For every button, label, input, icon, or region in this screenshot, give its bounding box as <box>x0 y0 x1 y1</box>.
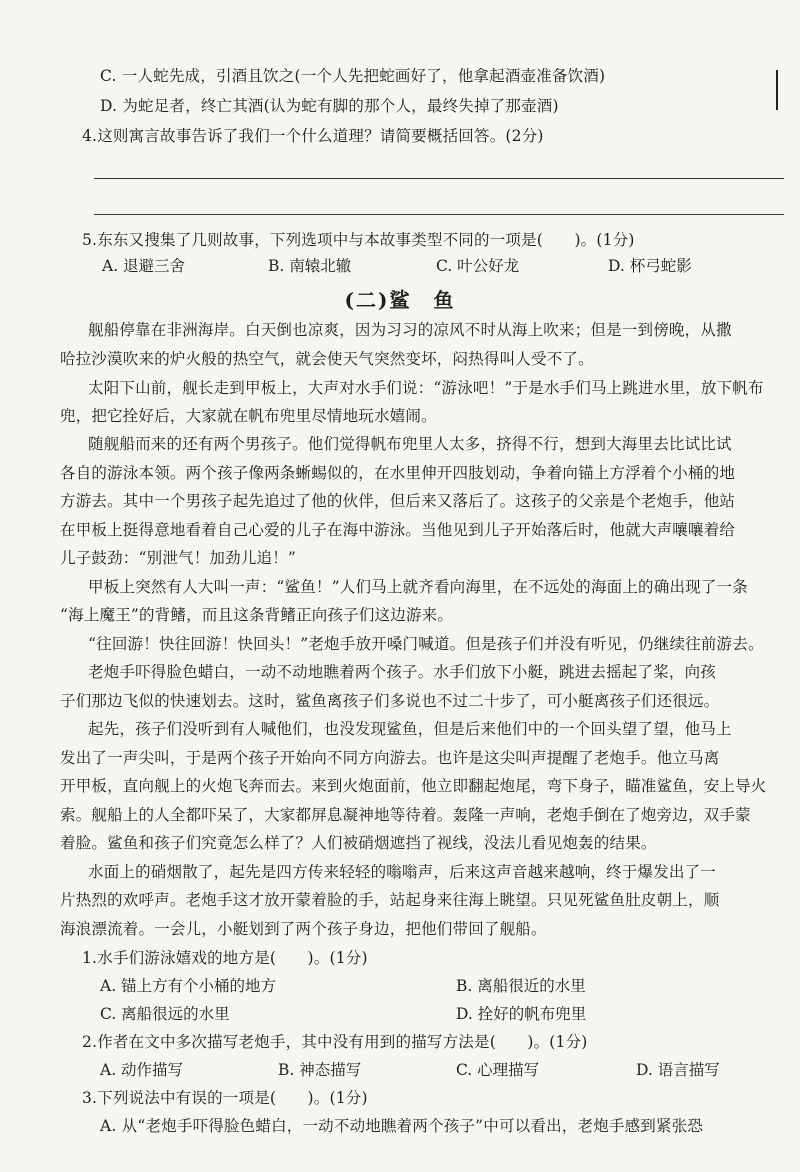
passage-line: “海上魔王”的背鳍，而且这条背鳍正向孩子们这边游来。 <box>60 606 454 624</box>
passage-line: 发出了一声尖叫，于是两个孩子开始向不同方向游去。也许是这尖叫声提醒了老炮手。他立马离 <box>60 749 720 767</box>
passage-line: 甲板上突然有人大叫一声：“鲨鱼！”人们马上就齐看向海里，在不远处的海面上的确出现了一条 <box>88 578 748 596</box>
q2-option-b: B. 神态描写 <box>278 1061 362 1079</box>
q5-option-b: B. 南辕北辙 <box>268 257 352 275</box>
passage-line: 片热烈的欢呼声。老炮手这才放开蒙着脸的手，站起身来往海上眺望。只见死鲨鱼肚皮朝上，顺 <box>60 891 720 909</box>
answer-line-1 <box>94 178 784 179</box>
q2-option-c: C. 心理描写 <box>456 1061 540 1079</box>
passage-line: 各自的游泳本领。两个孩子像两条蜥蜴似的，在水里伸开四肢划动，争着向锚上方浮着个小桶的地 <box>60 464 736 482</box>
question-1: 1.水手们游泳嬉戏的地方是( )。(1分) <box>82 949 368 967</box>
q3-option-a: A. 从“老炮手吓得脸色蜡白，一动不动地瞧着两个孩子”中可以看出，老炮手感到紧张恐 <box>100 1117 704 1135</box>
answer-line-2 <box>94 214 784 215</box>
q2-option-d: D. 语言描写 <box>636 1061 720 1079</box>
q1-option-b: B. 离船很近的水里 <box>456 977 586 995</box>
passage-line: “往回游！快往回游！快回头！”老炮手放开嗓门喊道。但是孩子们并没有听见，仍继续往前游去。 <box>88 635 764 653</box>
q5-option-a: A. 退避三舍 <box>102 257 186 275</box>
passage-line: 索。舰船上的人全都吓呆了，大家都屏息凝神地等待着。轰隆一声响，老炮手倒在了炮旁边，双手蒙 <box>60 806 751 824</box>
passage-line: 水面上的硝烟散了，起先是四方传来轻轻的嗡嗡声，后来这声音越来越响，终于爆发出了一 <box>88 863 717 881</box>
q2-option-a: A. 动作描写 <box>100 1061 184 1079</box>
q1-option-c: C. 离船很远的水里 <box>100 1005 230 1023</box>
passage-line: 在甲板上挺得意地看着自己心爱的儿子在海中游泳。当他见到儿子开始落后时，他就大声嚷嚷着给 <box>60 521 736 539</box>
passage-line: 兜，把它拴好后，大家就在帆布兜里尽情地玩水嬉闹。 <box>60 407 437 425</box>
passage-line: 儿子鼓劲：“别泄气！加劲儿追！” <box>60 549 297 567</box>
question-4: 4.这则寓言故事告诉了我们一个什么道理？请简要概括回答。(2分) <box>82 127 544 145</box>
passage-line: 舰船停靠在非洲海岸。白天倒也凉爽，因为习习的凉风不时从海上吹来；但是一到傍晚，从撒 <box>88 321 732 339</box>
page-edge-mark <box>776 70 778 110</box>
q1-option-a: A. 锚上方有个小桶的地方 <box>100 977 277 995</box>
q5-option-d: D. 杯弓蛇影 <box>608 257 692 275</box>
q5-option-c: C. 叶公好龙 <box>436 257 520 275</box>
q1-option-d: D. 拴好的帆布兜里 <box>456 1005 587 1023</box>
passage-line: 太阳下山前，舰长走到甲板上，大声对水手们说：“游泳吧！”于是水手们马上跳进水里，放下帆布 <box>88 379 764 397</box>
passage-line: 老炮手吓得脸色蜡白，一动不动地瞧着两个孩子。水手们放下小艇，跳进去摇起了桨，向孩 <box>88 663 717 681</box>
option-c: C. 一人蛇先成，引酒且饮之(一个人先把蛇画好了，他拿起酒壶准备饮酒) <box>100 67 606 85</box>
question-3: 3.下列说法中有误的一项是( )。(1分) <box>82 1089 368 1107</box>
passage-line: 子们那边飞似的快速划去。这时，鲨鱼离孩子们多说也不过二十步了，可小艇离孩子们还很远。 <box>60 692 720 710</box>
passage-line: 开甲板，直向舰上的火炮飞奔而去。来到火炮面前，他立即翻起炮尾，弯下身子，瞄准鲨鱼，安上导火 <box>60 777 767 795</box>
passage-line: 着脸。鲨鱼和孩子们究竟怎么样了？人们被硝烟遮挡了视线，没法儿看见炮轰的结果。 <box>60 834 657 852</box>
question-2: 2.作者在文中多次描写老炮手，其中没有用到的描写方法是( )。(1分) <box>82 1033 588 1051</box>
option-d: D. 为蛇足者，终亡其酒(认为蛇有脚的那个人，最终失掉了那壶酒) <box>100 97 559 115</box>
passage-line: 方游去。其中一个男孩子起先追过了他的伙伴，但后来又落后了。这孩子的父亲是个老炮手，他站 <box>60 492 736 510</box>
passage-line: 海浪漂流着。一会儿，小艇划到了两个孩子身边，把他们带回了舰船。 <box>60 920 547 938</box>
question-5: 5.东东又搜集了几则故事，下列选项中与本故事类型不同的一项是( )。(1分) <box>82 231 635 249</box>
section-title: (二)鲨 鱼 <box>344 288 456 312</box>
passage-line: 随舰船而来的还有两个男孩子。他们觉得帆布兜里人太多，挤得不行，想到大海里去比试比试 <box>88 435 732 453</box>
passage-line: 哈拉沙漠吹来的炉火般的热空气，就会使天气突然变坏，闷热得叫人受不了。 <box>60 350 594 368</box>
passage-line: 起先，孩子们没听到有人喊他们，也没发现鲨鱼，但是后来他们中的一个回头望了望，他马上 <box>88 720 732 738</box>
